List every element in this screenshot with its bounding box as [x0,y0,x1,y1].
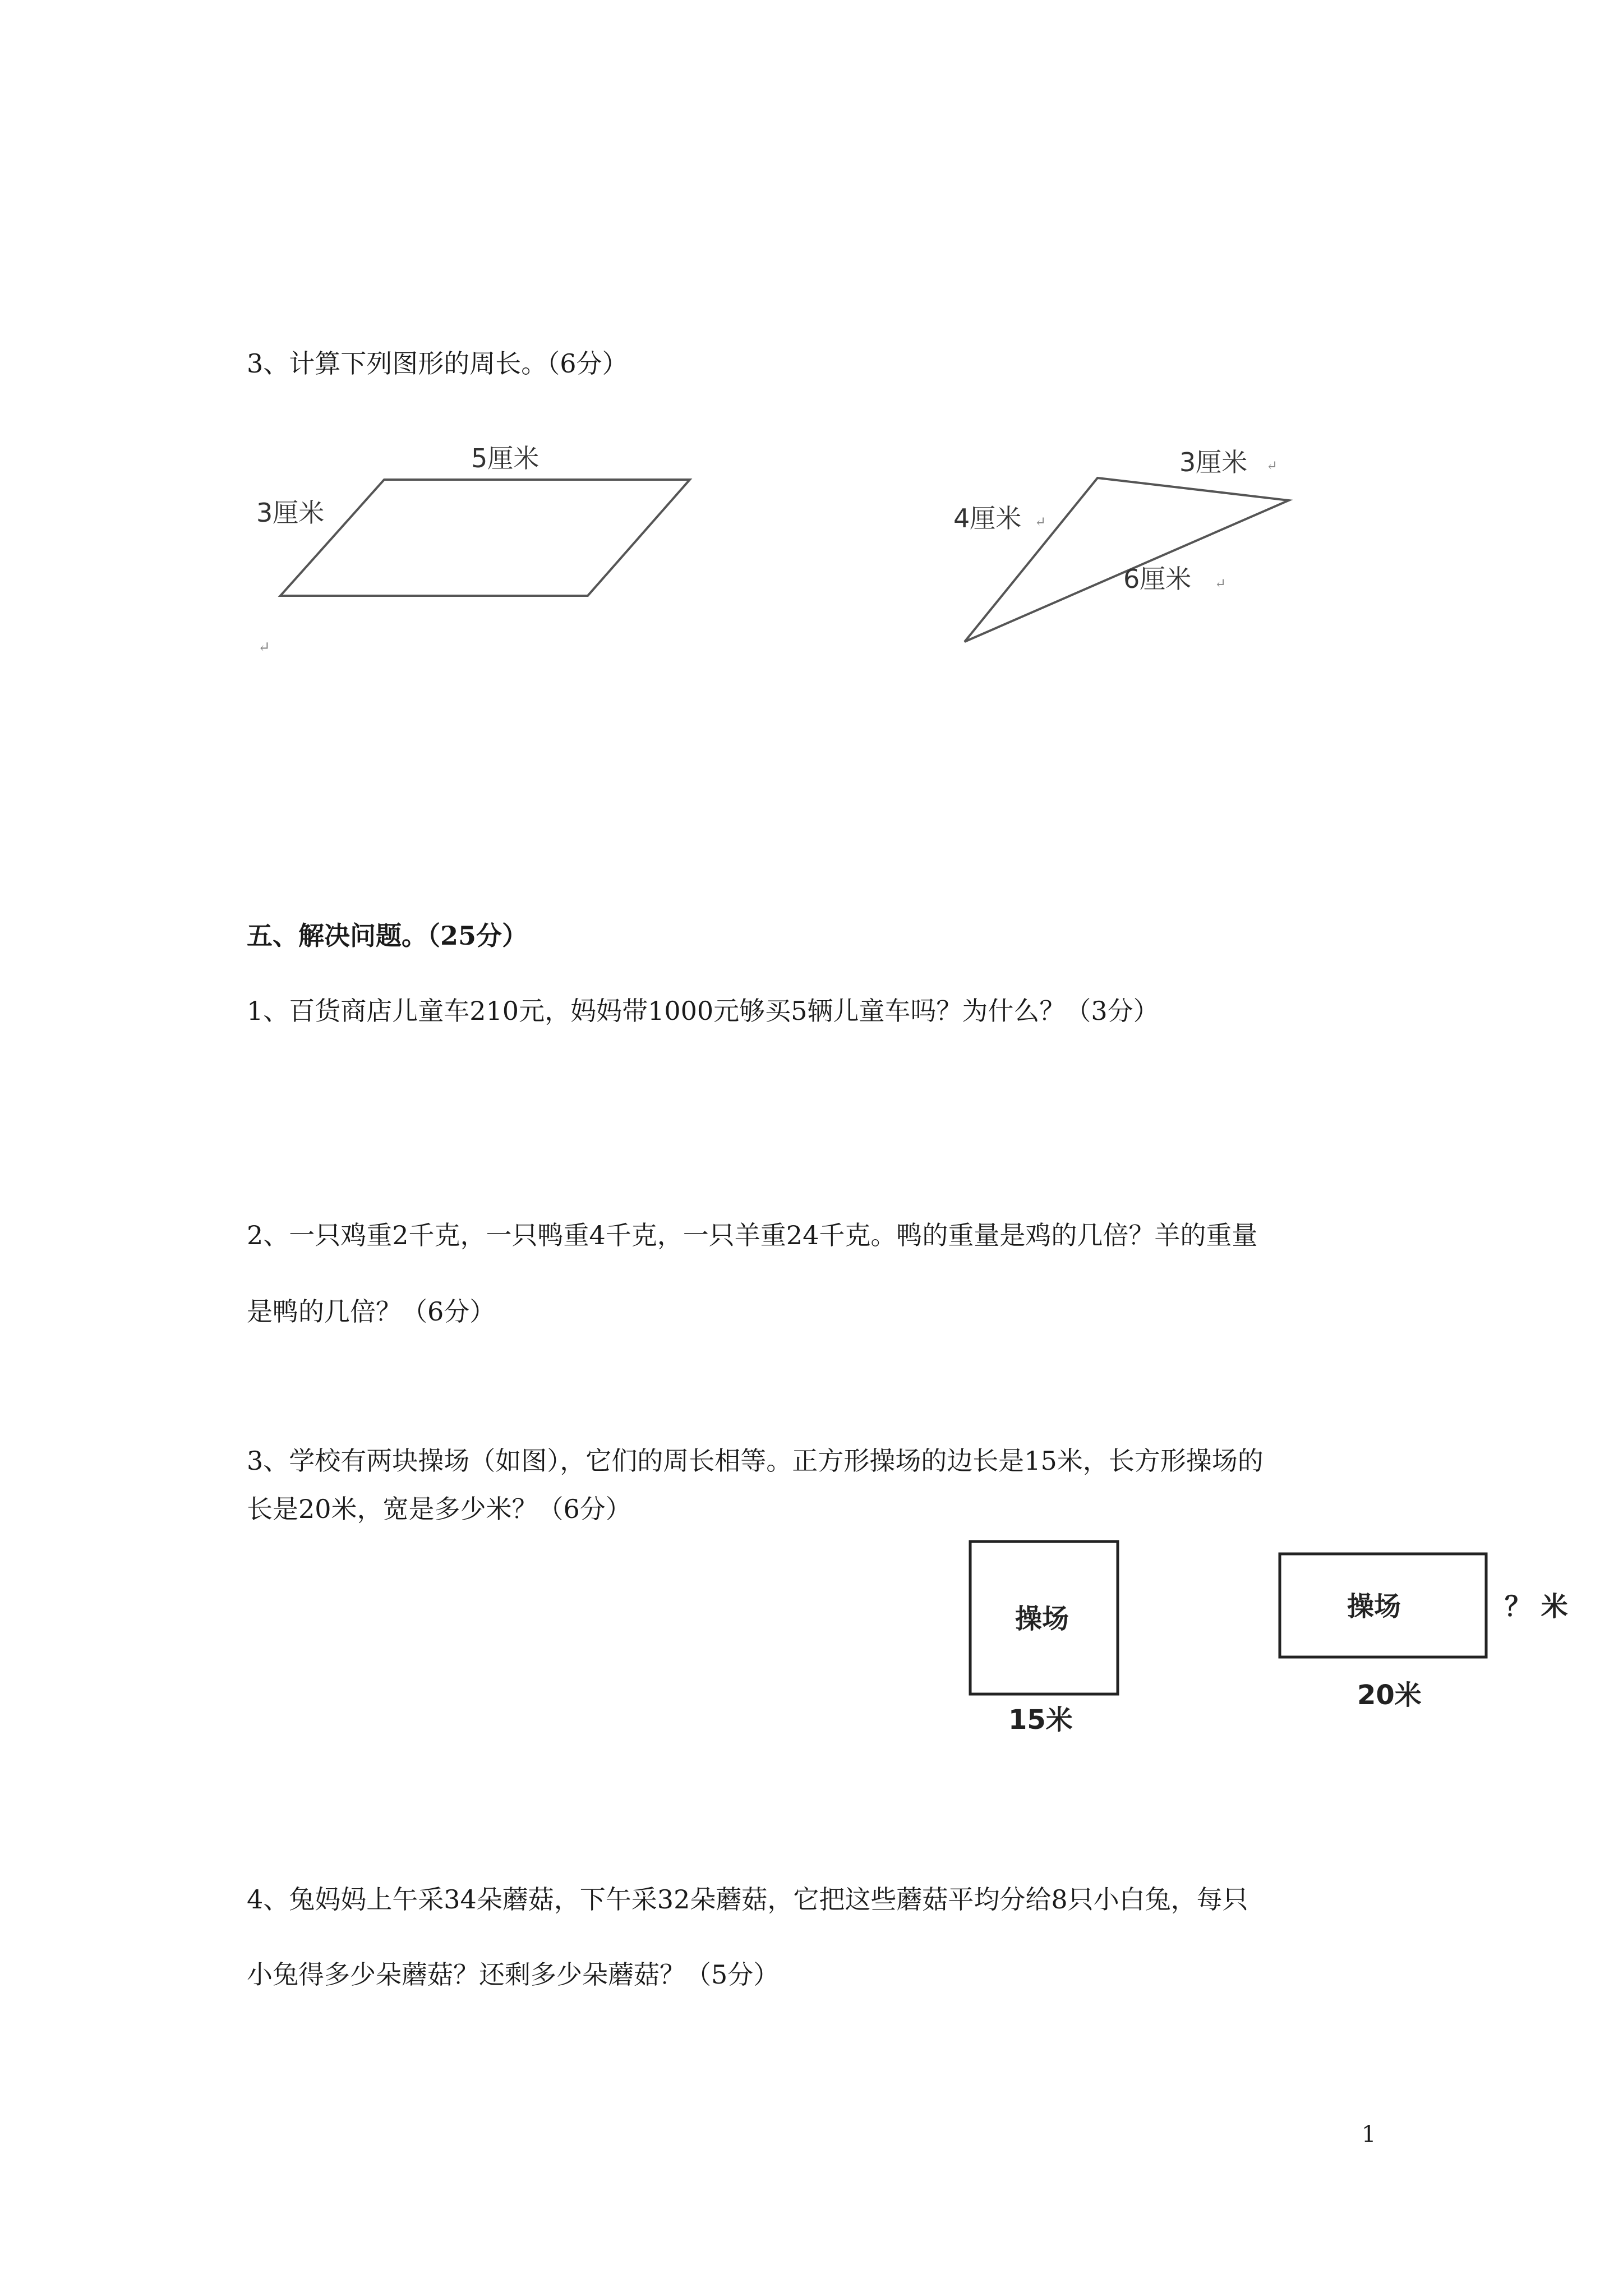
question-4-3: 3、计算下列图形的周长。（6分） [247,348,628,379]
rect-field-length-label: 20米 [1357,1680,1422,1711]
parallelogram-figure [247,438,751,662]
square-field-side-label: 15米 [1008,1704,1073,1736]
section-5-title: 五、解决问题。（25分） [247,921,528,951]
triangle-shape [965,478,1289,642]
rect-field-label: 操场 [1347,1591,1401,1622]
return-mark: ↵ [1266,458,1278,473]
problem-2-line-1: 2、一只鸡重2千克，一只鸭重4千克，一只羊重24千克。鸭的重量是鸡的几倍？羊的重量 [247,1220,1258,1250]
return-mark: ↵ [1215,576,1227,591]
return-mark: ↵ [1035,514,1046,530]
triangle-figure [942,438,1391,662]
problem-4-line-2: 小兔得多少朵蘑菇？还剩多少朵蘑菇？（5分） [247,1959,780,1990]
problem-3-line-1: 3、学校有两块操场（如图），它们的周长相等。正方形操场的边长是15米，长方形操场的 [247,1446,1264,1476]
problem-4-line-1: 4、兔妈妈上午采34朵蘑菇，下午采32朵蘑菇，它把这些蘑菇平均分给8只小白兔，每只 [247,1884,1248,1915]
return-mark: ↵ [258,639,270,656]
problem-2-line-2: 是鸭的几倍？（6分） [247,1296,496,1327]
triangle-left-label: 4厘米 [953,503,1022,533]
square-field-figure [965,1537,1133,1739]
parallelogram-shape [280,480,690,596]
page-number: 1 [1362,2122,1376,2147]
parallelogram-left-label: 3厘米 [256,498,325,528]
triangle-top-label: 3厘米 [1179,447,1248,477]
problem-1: 1、百货商店儿童车210元，妈妈带1000元够买5辆儿童车吗？为什么？（3分） [247,996,1159,1026]
rect-field-figure [1273,1548,1598,1717]
triangle-bottom-label: 6厘米 [1123,564,1192,594]
problem-3-line-2: 长是20米，宽是多少米？（6分） [247,1494,631,1524]
square-field-label: 操场 [1015,1603,1069,1635]
rect-field-width-label: ？ 米 [1505,1591,1568,1622]
parallelogram-top-label: 5厘米 [471,443,540,473]
